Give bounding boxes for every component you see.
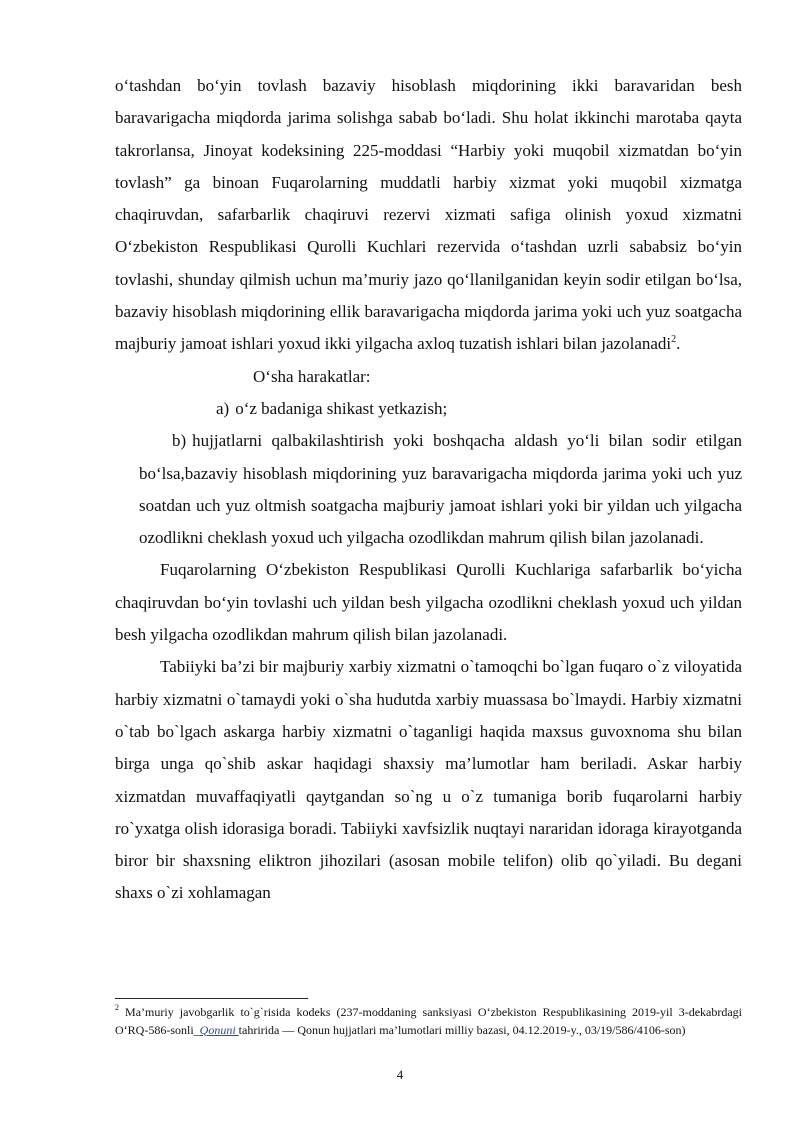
footnote-marker: 2: [115, 1003, 119, 1012]
footnote-text-before: Ma’muriy javobgarlik to`g`risida kodeks (237-moddaning sanksiyasi O‘zbekiston Respublikasining 2019-yil 3-dekabrdagi O‘RQ-586-sonli_: [115, 1005, 742, 1037]
footnote-reference[interactable]: 2: [671, 333, 677, 345]
list-item-b: [115, 425, 742, 554]
footnote-link[interactable]: Qonuni: [199, 1022, 239, 1037]
paragraph-service: Tabiiyki ba’zi bir majburiy xarbiy xizmatni o`tamoqchi bo`lgan fuqaro o`z viloyatida harbiy xizmatni o`tamaydi yoki o`sha hudutda xarbiy muassasa bo`lmaydi. Harbiy xizmatni o`tab bo`lgach askarga harbiy xizmatni o`taganligi haqida maxsus guvoxnoma shu bilan birga unga qo`shib askar haqidagi shaxsiy ma’lumotlar ham beriladi. Askar harbiy xizmatdan muvaffaqiyatli qaytgandan so`ng u o`z tumaniga borib fuqarolarni harbiy ro`yxatga olish idorasiga boradi. Tabiiyki xavfsizlik nuqtayi nararidan idoraga kirayotganda biror bir shaxsning eliktron jihozilari (asosan mobile telifon) olib qo`yiladi. Bu degani shaxs o`zi xohlamagan: [115, 657, 742, 903]
page-number: 4: [396, 1067, 404, 1082]
list-item-a-text: o‘z badaniga shikast yetkazish;: [235, 398, 448, 418]
paragraph-end: .: [676, 334, 681, 354]
footnote-text-after: tahririda — Qonun hujjatlari ma’lumotlari milliy bazasi, 04.12.2019-y., 03/19/586/4106-son): [238, 1022, 686, 1037]
list-marker-a: a): [216, 398, 230, 418]
list-item-b-text: hujjatlarni qalbakilashtirish yoki boshqacha aldash yo‘li bilan sodir etilgan bo‘lsa,bazaviy hisoblash miqdorining yuz baravarigacha miqdorda jarima yoki uch yuz soatdan uch yuz oltmish soatgacha majburiy jamoat ishlari yoki bir yildan uch yilgacha ozodlikni cheklash yoxud uch yilgacha ozodlikdan mahrum qilish bilan jazolanadi.: [139, 431, 742, 548]
list-marker-b: b): [172, 431, 187, 451]
footnote: [115, 1004, 742, 1039]
list-heading: O‘sha harakatlar:: [253, 366, 371, 386]
paragraph-continuation: [115, 70, 742, 361]
paragraph-mobilization: Fuqarolarning O‘zbekiston Respublikasi Qurolli Kuchlariga safarbarlik bo‘yicha chaqiruvdan bo‘yin tovlashi uch yildan besh yilgacha ozodlikni cheklash yoxud uch yildan besh yilgacha ozodlikdan mahrum qilish bilan jazolanadi.: [115, 560, 742, 645]
body-text: [115, 70, 742, 910]
paragraph-text: o‘tashdan bo‘yin tovlash bazaviy hisoblash miqdorining ikki baravaridan besh baravarigacha miqdorda jarima solishga sabab bo‘ladi. Shu holat ikkinchi marotaba qayta takrorlansa, Jinoyat kodeksining 225-moddasi “Harbiy yoki muqobil xizmatdan bo‘yin tovlash” ga binoan Fuqarolarning muddatli harbiy xizmat yoki muqobil xizmatga chaqiruvdan, safarbarlik chaqiruvi rezervi xizmati safiga olinish yoxud xizmatni O‘zbekiston Respublikasi Qurolli Kuchlari rezervida o‘tashdan uzrli sababsiz bo‘yin tovlashi, shunday qilmish uchun ma’muriy jazo qo‘llanilganidan keyin sodir etilgan bo‘lsa, bazaviy hisoblash miqdorining ellik baravarigacha miqdorda jarima yoki uch yuz soatgacha majburiy jamoat ishlari yoxud ikki yilgacha axloq tuzatish ishlari bilan jazolanadi: [115, 76, 742, 354]
list-item-a: [115, 393, 742, 425]
footnote-separator: [115, 998, 308, 999]
